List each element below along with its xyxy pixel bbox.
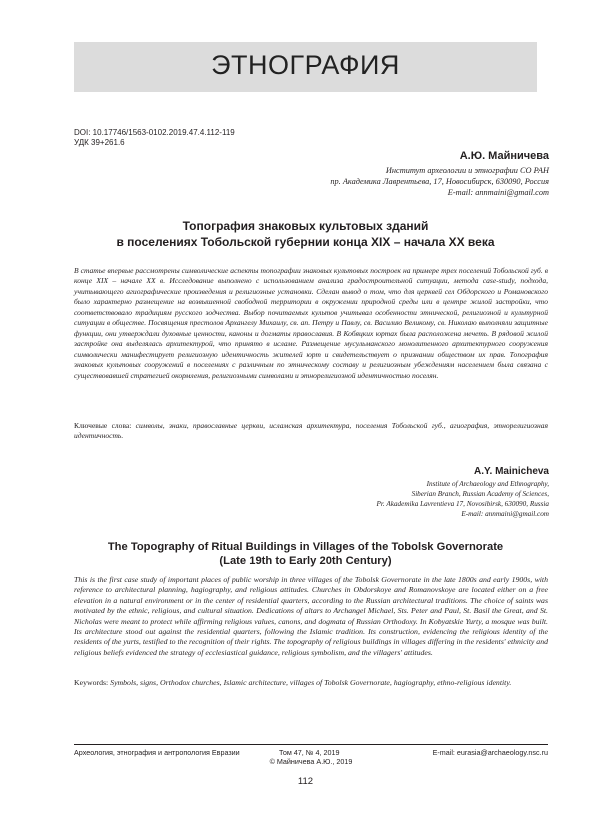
- keywords-ru-text: символы, знаки, православные церкви, исламская архитектура, поселения Тобольской губ., агиография, этнорелигиозная идентичность.: [74, 421, 549, 441]
- title-ru-line: Топография знаковых культовых зданий: [182, 219, 429, 233]
- section-banner: [74, 42, 537, 92]
- keywords-ru: [74, 421, 548, 442]
- affiliation-ru-line: Институт археологии и этнографии СО РАН: [385, 166, 549, 175]
- keywords-en-label: Keywords:: [74, 678, 109, 687]
- affiliation-en-line: Siberian Branch, Russian Academy of Sciences,: [411, 490, 549, 498]
- udk: УДК 39+261.6: [74, 138, 125, 147]
- affiliation-en: [377, 479, 549, 519]
- affiliation-ru: [330, 165, 549, 198]
- author-ru: А.Ю. Майничева: [459, 150, 549, 162]
- keywords-en-text: Symbols, signs, Orthodox churches, Islamic architecture, villages of Tobolsk Governorate, hagiography, ethno-religious identity.: [110, 678, 512, 687]
- abstract-en: This is the first case study of important places of public worship in three villages of the Tobolsk Governorate in the late 1800s and early 1900s, with reference to architectural planning, hagiography, and religious attitudes. Churches in Obdorskoye and Romanovskoye are located either on a free elevation in a natural environment or in the center of residential quarters, according to the Russian architectural traditions. The choice of saints was motivated by the ethnic, religious, and cultural situation. Dedications of altars to Archangel Michael, Sts. Peter and Paul, St. Basil the Great, and St. Nicholas were meant to protect while affirming religious values, canons, and dogmata of Russian Orthodoxy. In Kobyatskie Yurty, a mosque was built. Its architecture stood out against the residential quarters, following the Islamic tradition. Its construction, evidencing the religious identity of the residents of the yurts, testified to the recognition of their rights. The topography of religious buildings in villages differing in the residents' ethnicity and religious beliefs evidenced the strategy of ecclesiastical guidance, religious symbolism, and the villagers' attitudes.: [74, 575, 548, 657]
- title-ru: [60, 218, 551, 250]
- doi: DOI: 10.17746/1563-0102.2019.47.4.112-119: [74, 128, 235, 137]
- page-number: 112: [297, 776, 314, 787]
- footer-rule: [74, 744, 548, 745]
- author-en: A.Y. Mainicheva: [473, 466, 549, 477]
- footer-email: E-mail: eurasia@archaeology.nsc.ru: [432, 748, 548, 757]
- affiliation-en-line: Pr. Akademika Lavrentieva 17, Novosibirsk, 630090, Russia: [376, 500, 549, 508]
- keywords-ru-label: Ключевые слова:: [74, 421, 132, 430]
- affiliation-en-email: E-mail: annmaini@gmail.com: [461, 510, 549, 518]
- footer-journal: Археология, этнография и антропология Евразии: [74, 748, 240, 757]
- abstract-ru: В статье впервые рассмотрены символические аспекты топографии знаковых культовых построек на примере трех поселений Тобольской губ. в конце XIX – начале XX в. Исследование выполнено с использованием анализа градостроительной ситуации, метода case-study, подхода, учитывающего агиографические произведения и религиозные установки. Сделан вывод о том, что для церквей сел Обдорского и Романовского было характерно размещение на возвышенной свободной территории в окружении природной среды или в центре жилой застройки, что соответствовало традициям русского зодчества. Выбор почитаемых культов учитывал особенности этнической, религиозной и культурной ситуации в обществе. Посвящения престолов Архангелу Михаилу, св. ап. Петру и Павлу, св. Василию Великому, св. Николаю выполняли защитные функции, они утверждали духовные ценности, каноны и догматы православия. В Кобяцких юртах была расположена мечеть. В рядовой жилой застройке она выделялась архитектурой, что принято в исламе. Размещение мусульманского монолитенного архитектурного сооружения символически манифестирует религиозную идентичность жителей юрт и свидетельствует о признании обществом их прав. Топография знаковых культовых сооружений в поселениях с различным по этническому составу и религиозным убеждениям населением была связана с существовавшей стратегией окормления, религиозными символами и этнорелигиозной идентичностью поселян.: [74, 266, 548, 380]
- keywords-en: [74, 678, 548, 688]
- footer-volume: Том 47, № 4, 2019: [279, 748, 340, 757]
- affiliation-en-line: Institute of Archaeology and Ethnography,: [426, 480, 549, 488]
- affiliation-ru-email: E-mail: annmaini@gmail.com: [447, 188, 549, 197]
- footer-copyright: © Майничева А.Ю., 2019: [269, 757, 353, 766]
- title-ru-line: в поселениях Тобольской губернии конца XIX – начала XX века: [116, 235, 495, 249]
- section-title: ЭТНОГРАФИЯ: [211, 50, 400, 80]
- title-en-line: The Topography of Ritual Buildings in Villages of the Tobolsk Governorate: [107, 541, 504, 553]
- title-en: [60, 540, 551, 568]
- affiliation-ru-line: пр. Академика Лаврентьева, 17, Новосибирск, 630090, Россия: [330, 177, 549, 186]
- title-en-line: (Late 19th to Early 20th Century): [219, 555, 392, 567]
